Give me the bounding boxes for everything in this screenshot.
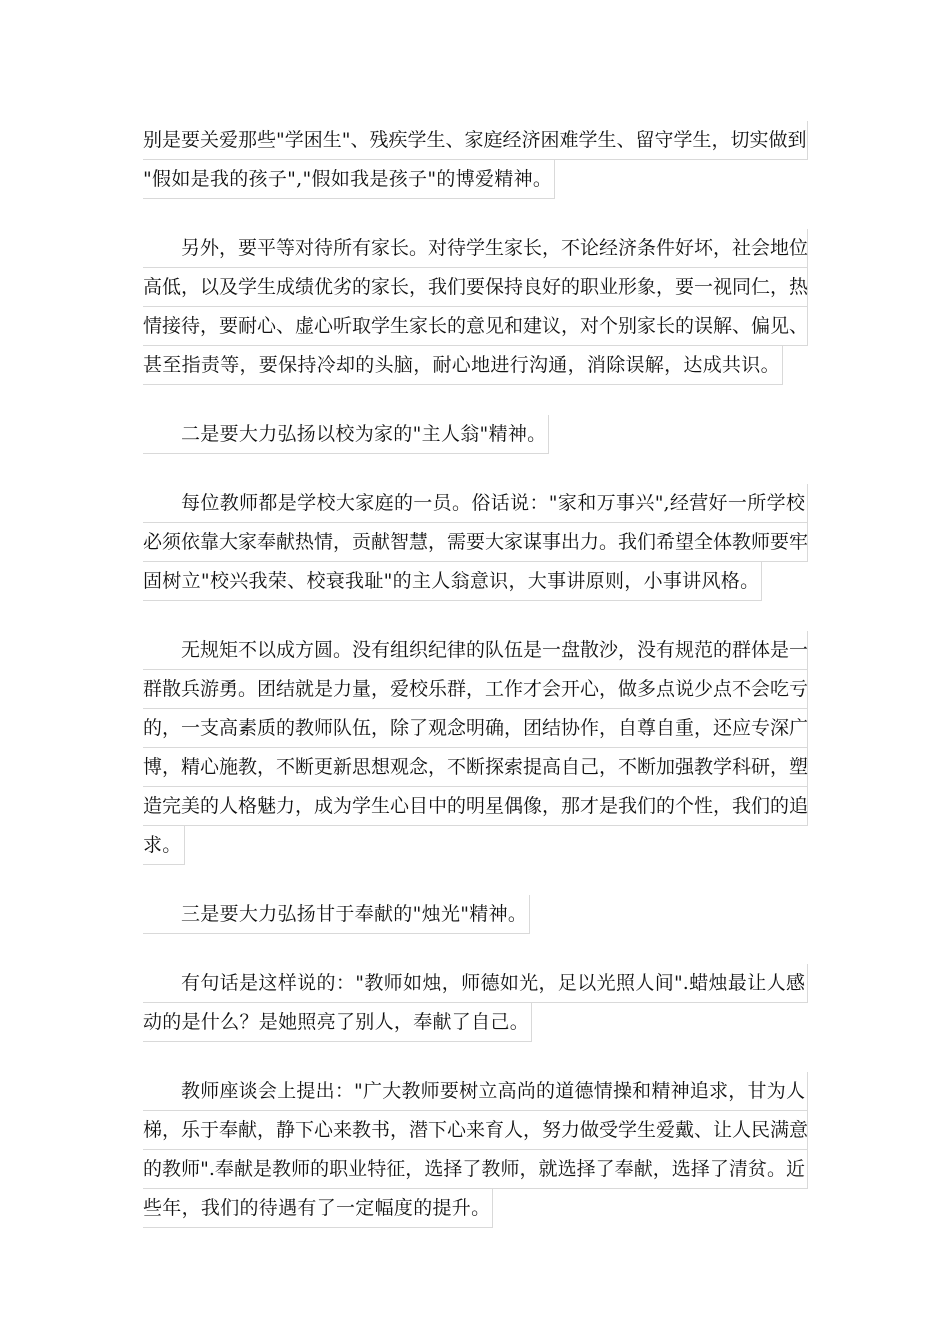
text-line: 另外，要平等对待所有家长。对待学生家长，不论经济条件好坏，社会地位: [143, 229, 808, 268]
text-line: 的，一支高素质的教师队伍，除了观念明确，团结协作，自尊自重，还应专深广: [143, 709, 808, 748]
section-heading: [143, 415, 808, 454]
text-line: 造完美的人格魅力，成为学生心目中的明星偶像，那才是我们的个性，我们的追: [143, 787, 808, 826]
text-line: 些年，我们的待遇有了一定幅度的提升。: [143, 1189, 493, 1228]
text-line: 无规矩不以成方圆。没有组织纪律的队伍是一盘散沙，没有规范的群体是一: [143, 631, 808, 670]
text-line: "假如是我的孩子","假如我是孩子"的博爱精神。: [143, 160, 555, 199]
text-line: 甚至指责等，要保持冷却的头脑，耐心地进行沟通，消除误解，达成共识。: [143, 346, 783, 385]
text-line: 教师座谈会上提出："广大教师要树立高尚的道德情操和精神追求，甘为人: [143, 1072, 808, 1111]
paragraph: [143, 964, 808, 1042]
paragraph: [143, 1072, 808, 1228]
text-line: 群散兵游勇。团结就是力量，爱校乐群，工作才会开心，做多点说少点不会吃亏: [143, 670, 808, 709]
paragraph: [143, 484, 808, 601]
paragraph: [143, 631, 808, 865]
text-line: 高低，以及学生成绩优劣的家长，我们要保持良好的职业形象，要一视同仁，热: [143, 268, 808, 307]
text-line: 情接待，要耐心、虚心听取学生家长的意见和建议，对个别家长的误解、偏见、: [143, 307, 808, 346]
text-line: 求。: [143, 826, 185, 865]
text-line: 每位教师都是学校大家庭的一员。俗话说："家和万事兴",经营好一所学校: [143, 484, 808, 523]
paragraph: [143, 229, 808, 385]
text-line: 固树立"校兴我荣、校衰我耻"的主人翁意识，大事讲原则，小事讲风格。: [143, 562, 762, 601]
text-line: 别是要关爱那些"学困生"、残疾学生、家庭经济困难学生、留守学生，切实做到: [143, 121, 808, 160]
document-body: [143, 121, 808, 1258]
text-line: 三是要大力弘扬甘于奉献的"烛光"精神。: [143, 895, 530, 934]
text-line: 二是要大力弘扬以校为家的"主人翁"精神。: [143, 415, 549, 454]
text-line: 梯，乐于奉献，静下心来教书，潜下心来育人，努力做受学生爱戴、让人民满意: [143, 1111, 808, 1150]
text-line: 动的是什么？是她照亮了别人，奉献了自己。: [143, 1003, 532, 1042]
text-line: 的教师".奉献是教师的职业特征，选择了教师，就选择了奉献，选择了清贫。近: [143, 1150, 808, 1189]
text-line: 必须依靠大家奉献热情，贡献智慧，需要大家谋事出力。我们希望全体教师要牢: [143, 523, 808, 562]
paragraph: [143, 121, 808, 199]
text-line: 博，精心施教，不断更新思想观念，不断探索提高自己，不断加强教学科研，塑: [143, 748, 808, 787]
text-line: 有句话是这样说的："教师如烛，师德如光，足以光照人间".蜡烛最让人感: [143, 964, 808, 1003]
section-heading: [143, 895, 808, 934]
